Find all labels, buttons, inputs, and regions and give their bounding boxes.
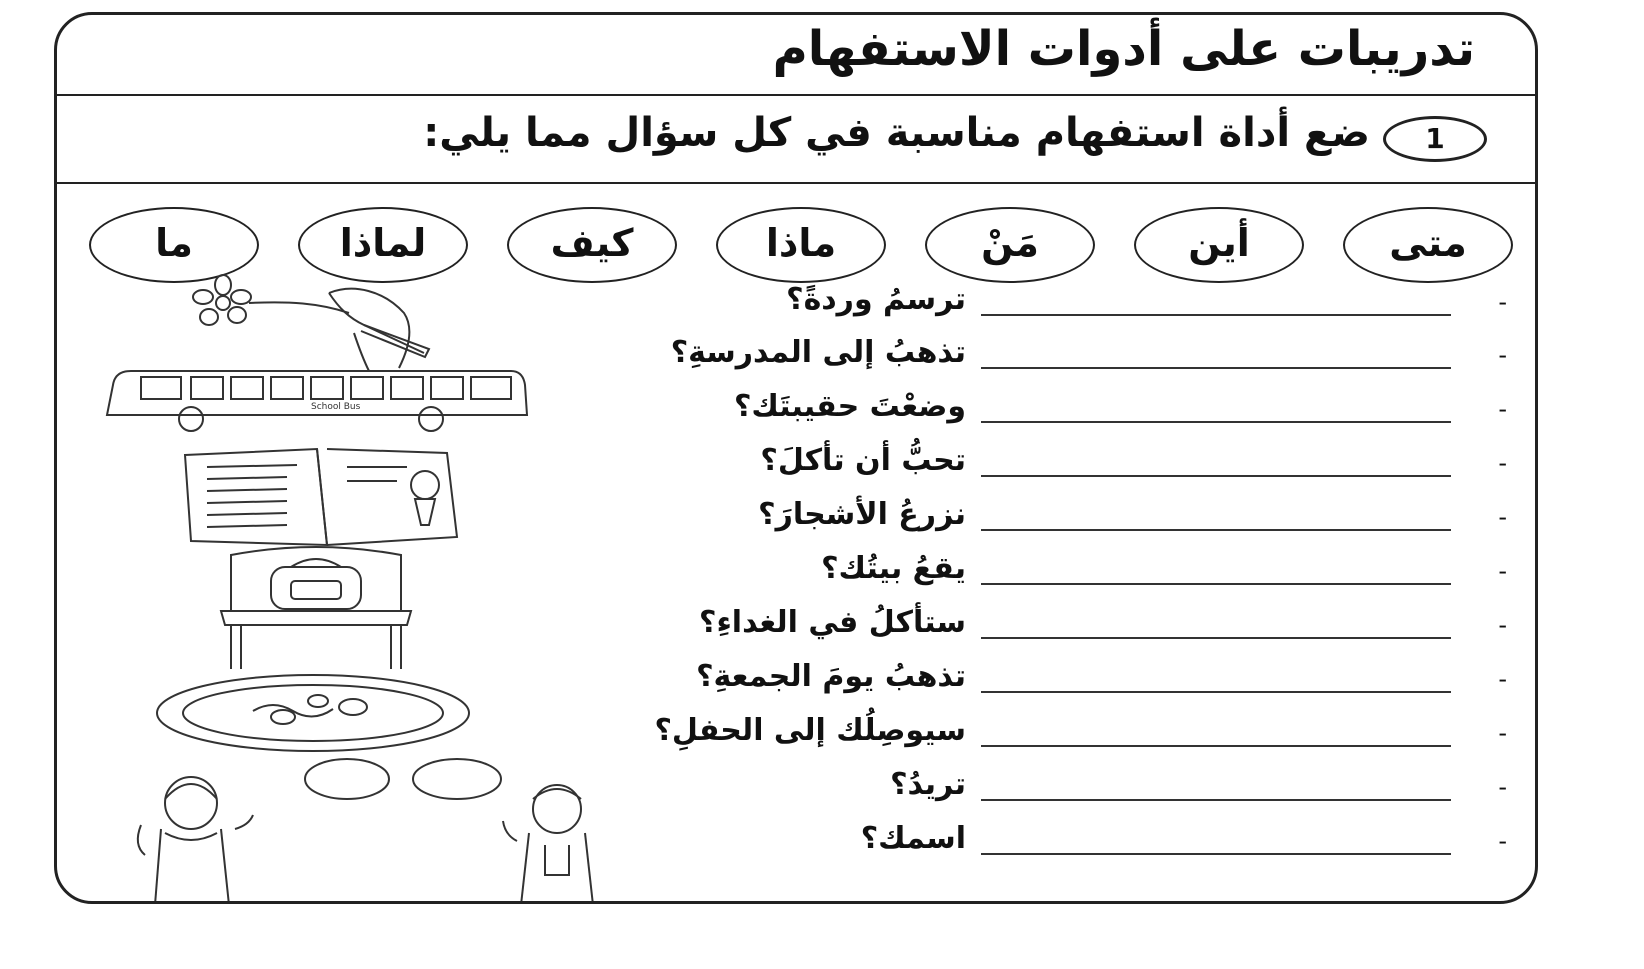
exercise-number-badge: 1	[1383, 116, 1487, 162]
option-mata: متى	[1343, 207, 1513, 283]
speech-bubble-right	[413, 759, 501, 799]
option-matha: ماذا	[716, 207, 886, 283]
row-dash: -	[1498, 827, 1507, 855]
answer-blank[interactable]	[981, 853, 1451, 855]
answer-blank[interactable]	[981, 691, 1451, 693]
row-dash: -	[1498, 611, 1507, 639]
row-dash: -	[1498, 719, 1507, 747]
answer-blank[interactable]	[981, 475, 1451, 477]
question-text: يقعُ بيتُك؟	[821, 551, 966, 586]
worksheet-title: تدريبات على أدوات الاستفهام	[772, 21, 1475, 77]
question-text: تذهبُ يومَ الجمعةِ؟	[696, 659, 966, 694]
row-dash: -	[1498, 449, 1507, 477]
option-ma: ما	[89, 207, 259, 283]
answer-blank[interactable]	[981, 421, 1451, 423]
question-text: ستأكلُ في الغداءِ؟	[699, 605, 966, 640]
worksheet-frame	[54, 12, 1538, 904]
answer-blank[interactable]	[981, 637, 1451, 639]
row-dash: -	[1498, 341, 1507, 369]
option-kayfa: كيف	[507, 207, 677, 283]
question-text: تحبُّ أن تأكلَ؟	[760, 443, 966, 478]
question-text: اسمك؟	[860, 821, 966, 856]
backpack-on-chair-illustration	[211, 545, 421, 671]
option-man: مَنْ	[925, 207, 1095, 283]
bus-caption: School Bus	[311, 402, 361, 412]
row-dash: -	[1498, 665, 1507, 693]
question-text: ترسمُ وردةً؟	[786, 282, 966, 317]
answer-blank[interactable]	[981, 583, 1451, 585]
option-ayna: أين	[1134, 207, 1304, 283]
two-children-talking-illustration	[125, 755, 615, 904]
question-text: نزرعُ الأشجارَ؟	[758, 497, 966, 532]
school-bus-illustration	[101, 365, 531, 437]
menu-book-illustration	[177, 445, 477, 547]
row-dash: -	[1498, 503, 1507, 531]
speech-bubble-left	[305, 759, 389, 799]
question-text: وضعْتَ حقيبتَك؟	[733, 389, 966, 424]
question-text: تريدُ؟	[890, 767, 966, 802]
instruction-band	[57, 96, 1535, 184]
answer-blank[interactable]	[981, 745, 1451, 747]
row-dash: -	[1498, 557, 1507, 585]
title-band	[57, 15, 1535, 96]
row-dash: -	[1498, 773, 1507, 801]
answer-blank[interactable]	[981, 799, 1451, 801]
answer-blank[interactable]	[981, 367, 1451, 369]
row-dash: -	[1498, 288, 1507, 316]
food-plate-illustration	[153, 671, 473, 755]
instruction-text: ضع أداة استفهام مناسبة في كل سؤال مما يلي:	[423, 110, 1370, 156]
question-text: سيوصِلُك إلى الحفلِ؟	[654, 713, 966, 748]
answer-blank[interactable]	[981, 314, 1451, 316]
option-limatha: لماذا	[298, 207, 468, 283]
hand-drawing-flower-illustration	[179, 273, 439, 373]
answer-blank[interactable]	[981, 529, 1451, 531]
row-dash: -	[1498, 395, 1507, 423]
question-text: تذهبُ إلى المدرسةِ؟	[670, 335, 966, 370]
